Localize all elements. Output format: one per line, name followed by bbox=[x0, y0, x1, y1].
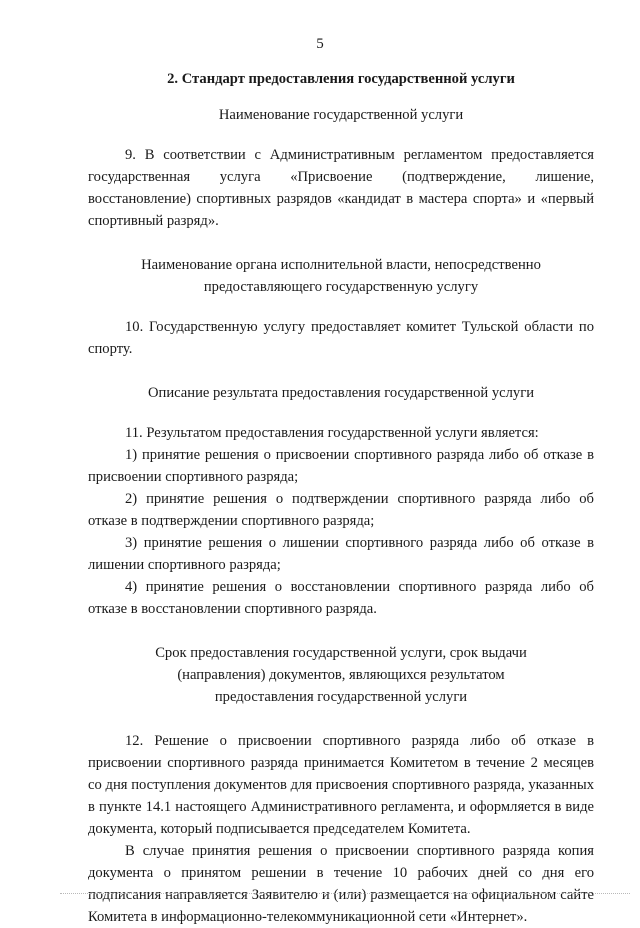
paragraph-12: 12. Решение о присвоении спортивного разряда либо об отказе в присвоении спортивного разряда принимается Комитетом в течение 2 месяцев со дня поступления документов для присвоения спортивного разряда, указанных в пункте 14.1 настоящего Административного регламента, и оформляется в виде документа, который подписывается председателем Комитета. bbox=[88, 733, 594, 837]
subheading-authority-name: Наименование органа исполнительной власти, непосредственно предоставляющего государственную услугу bbox=[141, 257, 541, 295]
subheading-service-name: Наименование государственной услуги bbox=[218, 107, 464, 123]
result-item-1: 1) принятие решения о присвоении спортивного разряда либо об отказе в присвоении спортивного разряда; bbox=[88, 447, 594, 485]
result-item-3: 3) принятие решения о лишении спортивного разряда либо об отказе в лишении спортивного разряда; bbox=[88, 535, 594, 573]
section-title: 2. Стандарт предоставления государственной услуги bbox=[167, 71, 515, 87]
paragraph-12-continued: В случае принятия решения о присвоении спортивного разряда копия документа о принятом решении в течение 10 рабочих дней со дня его подписания направляется Заявителю и (или) размещается на официальном сайте Комитета в информационно-телекоммуникационной сети «Интернет». bbox=[88, 843, 594, 925]
paragraph-11: 11. Результатом предоставления государственной услуги является: bbox=[125, 425, 539, 441]
paragraph-10: 10. Государственную услугу предоставляет комитет Тульской области по спорту. bbox=[88, 319, 594, 357]
result-item-4: 4) принятие решения о восстановлении спортивного разряда либо об отказе в восстановлении спортивного разряда. bbox=[88, 579, 594, 617]
paragraph-9: 9. В соответствии с Административным регламентом предоставляется государственная услуга «Присвоение (подтверждение, лишение, восстановление) спортивных разрядов «кандидат в мастера спорта» и «первый спортивный разряд». bbox=[88, 147, 594, 229]
document-body bbox=[88, 68, 594, 928]
result-item-2: 2) принятие решения о подтверждении спортивного разряда либо об отказе в подтверждении спортивного разряда; bbox=[88, 491, 594, 529]
subheading-result-description: Описание результата предоставления государственной услуги bbox=[147, 385, 535, 401]
subheading-service-term: Срок предоставления государственной услуги, срок выдачи (направления) документов, являющихся результатом предоставления государственной услуги bbox=[155, 645, 527, 705]
scan-footer-artifact bbox=[60, 893, 630, 894]
page-number: 5 bbox=[316, 36, 324, 52]
